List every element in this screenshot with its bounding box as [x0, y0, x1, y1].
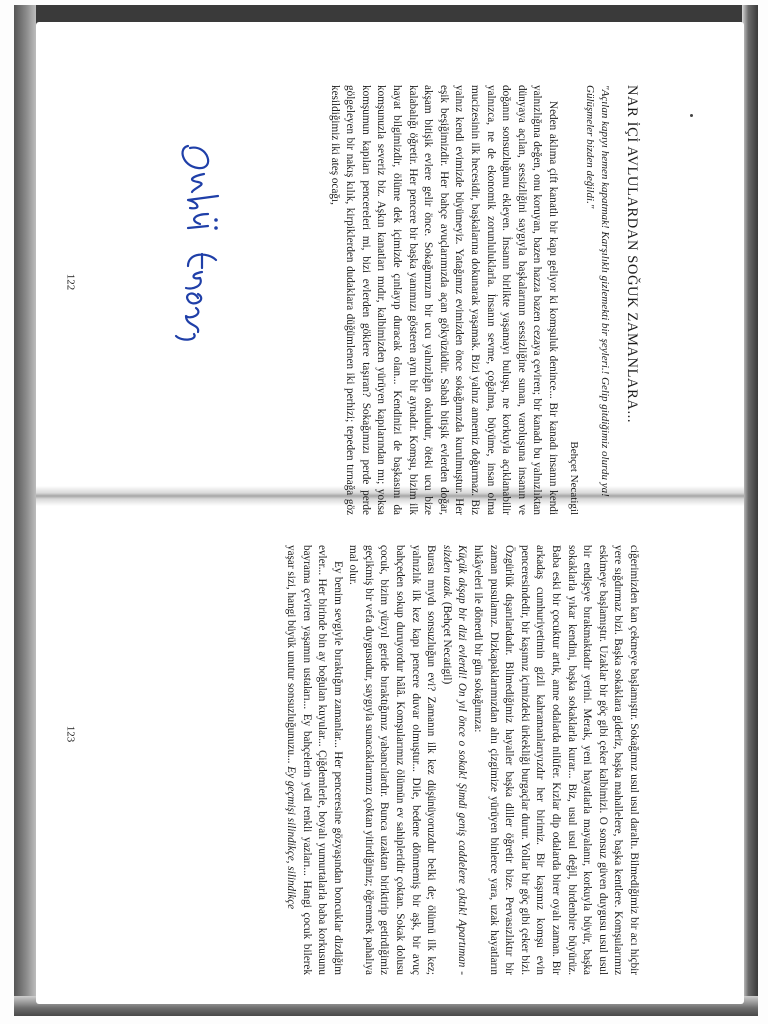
page-number-left: 122	[64, 273, 77, 291]
chapter-title: NAR İÇİ AVLULARDAN SOĞUK ZAMANLARA...	[624, 85, 640, 424]
body-paragraph-3-wrap	[282, 545, 344, 975]
scan-speck	[690, 114, 693, 117]
body-paragraph-3: Ey benim sevgiyle bıraktığım zamanlar... Her penceresine gözyaşından boncuklar dizdiğim evler... Her birinde bin ay boğulan kuyular... Çiğdemlerle, boyalı yumurtalarla baba korkusunu bayrama çeviren yaşamın ustaları... Ey bahçelerin yedi renkli yazları... Hangi çocuk bilerek yaşar sizi, hangi büyük unutur sonsuzluğunuzu...	[284, 545, 344, 975]
body-paragraph-2: Burası mıydı sonsuzluğun evi? Zamanın ilk kez düşünüyoruzdur belki de; ölümü ilk kez; yalnızlık ilk kez kapı pencere duvar olmuştur... Dile, bedene dönmemiş bir aşk, bir avuç bahçeden sokup duruyordur hâlâ. Komşularımız ölümün ev sahipleridir çoktan. Sokak dolusu çocuk, bizim yüzyıl geride bıraktığımız yabancılardır. Bunca uzaktan biriktirip getirdiğimiz geçikmiş bir vefa duygusudur, saygıyla sunacaklarımızı çoktan yitirdiğimiz; öğrenmek pahalıya mal olur.	[347, 545, 438, 975]
handwritten-signature	[168, 140, 238, 350]
epigraph: "Açılan kapıyı hemen kapatmak! Karşılıklı gizlemekti bir şeyleri.! Gelip gitdiğimiz olurdu ya! Gülüşmeler bizden değildi."	[584, 85, 611, 497]
quote-italic: Küçük akşap bir dizi evlerdi! On yıl önce o sokak! Şimdi geniş caddelere çıktık! Apartıman -sizden uzak.	[440, 545, 469, 975]
body-paragraph-1: ciğerimizden kan çekmeye başlamıştır. Sokağımız usul usul daraltı. Bilmediğimiz bir acı hiçbir yere sığdırmaz bizi. Başka sokaklara gideriz, başka mahallelere, başka kentlere. Komşularımız eskimeye başlamıştır. Uzaklar bir göç gibi çeker kalbimizi. O sonsuz güven duygusu usul usul bir endişeye bırakmaktadır yerini. Merak, yeni hayatlarla mayalanır, korkuyla büyür, başka sokaklarla yıkar kendini, başka sokaklarla kurar... Biz, usul usul değil, birdenbire büyürüz. Baba eski bir çocuktur artık, anne odalarda nilüfer. Kızlar dip odalarda birer oyalı zaman. Bir arkadaş cumhuriyetimin gizli kahramanlarıyızdır her birimiz. Bir kaşımız komşu evin penceresindedir, bir kaşımız içimizdeki ürkekliği burgaçlar durur. Yollar bir göç gibi çeker bizi. Özgürlük dışarılardadır. Bilmediğimiz hayaller başka diller öğretir bize. Pervasızlıktır bir zaman pusulamız. Dizkapaklarımızdan alnı çizgimize yürüyen binlerce yara, uzak hayatların hikâyeleri ile dönerdi bir gün sokağımıza:	[472, 545, 640, 975]
left-page	[1, 85, 641, 515]
body-paragraph: Neden aklıma çift kanatlı bir kapı geliyor ki komşuluk denince... Bir kanadı insanın kendi yalnızlığına değen, onu koruyan, bazen hazza bazen cezaya çeviren; bir kanadı bu yalnızlıktan dünyaya açılan, sessizliğini saygıyla başkalarının sessizliğine sunan, varoluşuna insanın ve doğanın sonsuzluğunu ekleyen. İnsanın birlikte yaşamayı buluşu, ne korkuyla açıklanabilir yalnızca, ne de ekonomik zorunluluklarla. İnsanın sevme, çoğalma, büyüme, insan olma mucizesinin ilk hecesidir, başkalarına dokunarak yaşamak. Bizi yalnız annemiz doğurmaz. Biz yalnız kendi evimizde büyümeyiz. Yatağımız evimizden önce sokağımızda kurulmuştur. Her eşik beşiğimizdir. Her bahçe avuçlarımızda açan gökyüzüdür. Sabah bitişik evlerden doğar, akşam bitişik evlere gelir önce. Sokağımızın bir ucu yalnızlığın okuludur, öteki ucu bize kalabalığı öğretir. Her pencere bir başka yanımızı gösteren aynı bir aynadır. Komşu, bizim ilk hayat bilgimizdir, ölüme dek içimizde çınlayıp duracak olan... Kendinizi de başkasını da komşunuzla severiz biz. Aşkın kanatları mıdır, kalbimizden yürüyen kapılarından mı; yoksa komşumun kapıları pencereleri mi, bizi evlerden göklere taşıran? Sokağımızı perde perde gölgeleyen bir nakış kılık, kirpiklerden dudaklara düğümlenen iki perhizi; tepeden tırnağa göz kesildiğimiz iki ateş ocağı,	[328, 85, 559, 515]
quote-line	[438, 545, 469, 975]
book-edge-right	[742, 5, 758, 1015]
closing-italic: Ey geçmişi silindikçe, silindikçe	[284, 766, 297, 910]
epigraph-author: Behçet Necatigil	[568, 441, 580, 515]
quote-author: (Behçet Necatigil)	[440, 601, 453, 685]
page-number-right: 123	[64, 725, 77, 743]
right-page	[1, 545, 641, 975]
